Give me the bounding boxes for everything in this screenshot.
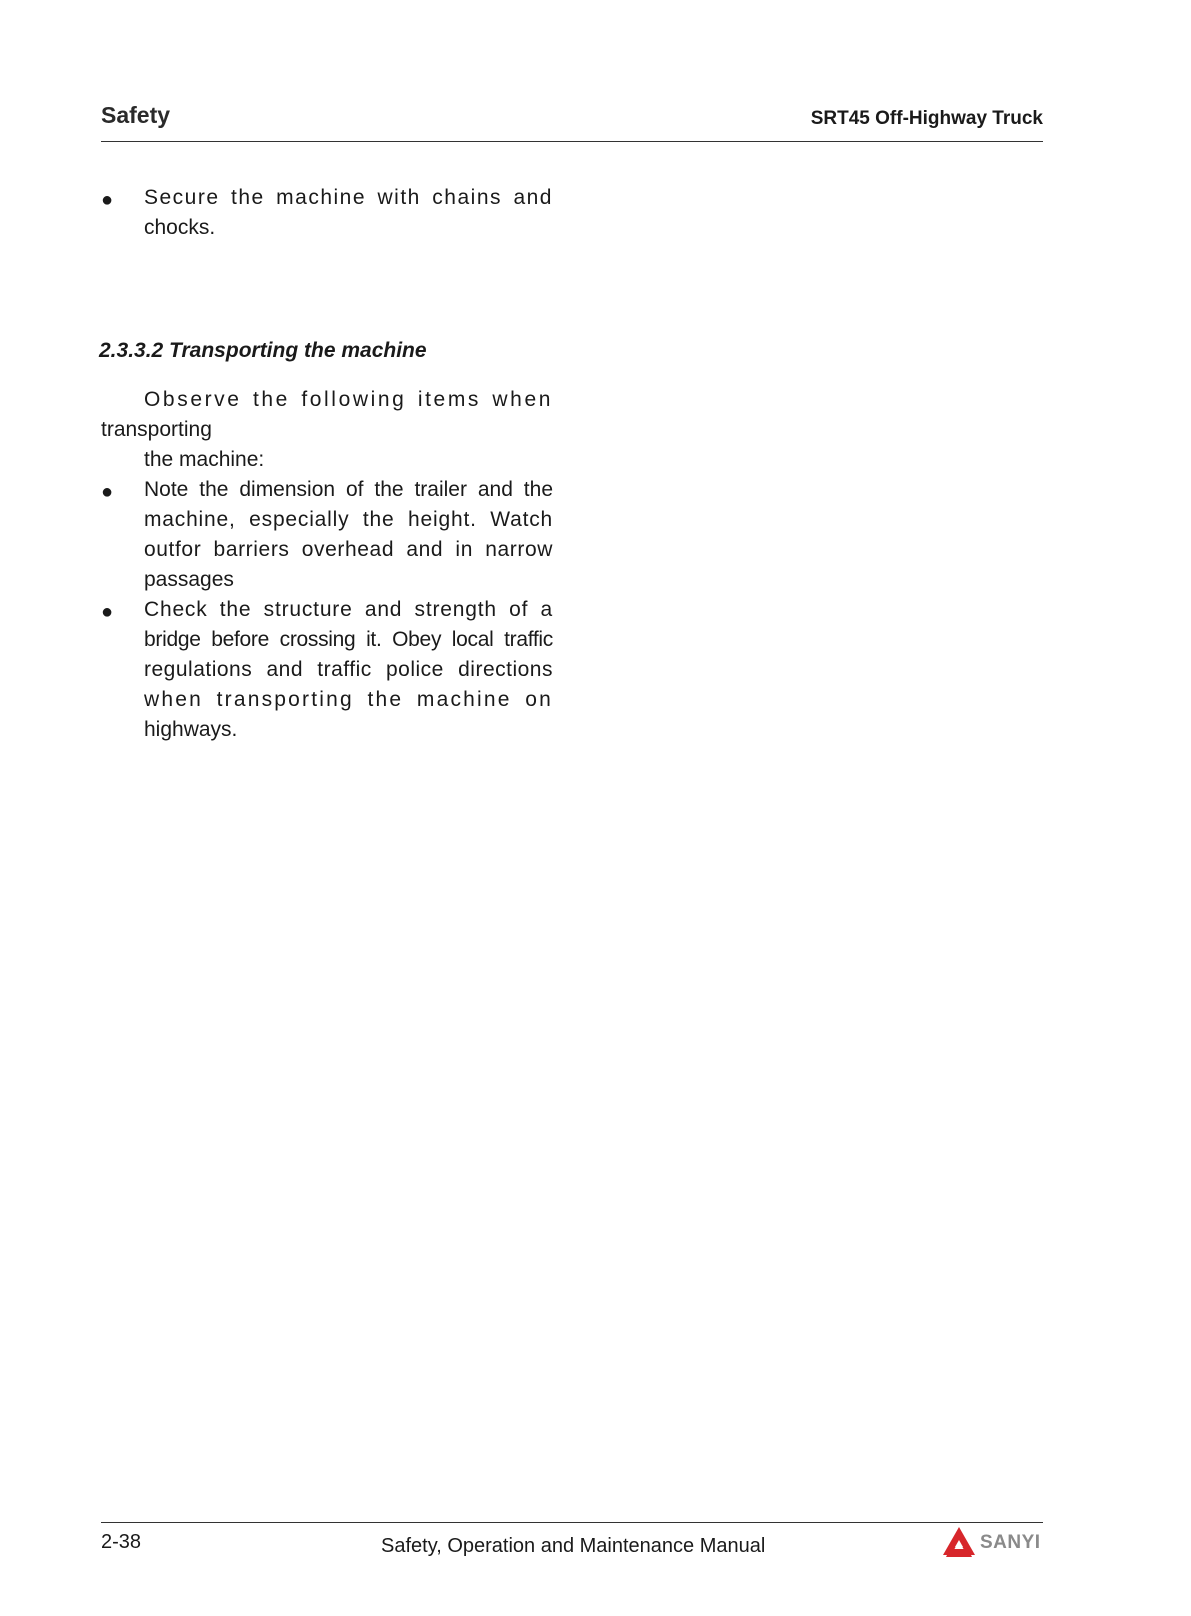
bullet-line: passages — [144, 568, 234, 591]
sanyi-logo-icon — [942, 1526, 976, 1560]
section-heading: 2.3.3.2 Transporting the machine — [99, 339, 427, 362]
header-section-title: Safety — [101, 102, 171, 128]
header-divider — [101, 141, 1043, 142]
bullet-line: highways. — [144, 718, 238, 741]
bullet-line: Secure the machine with chains and — [144, 186, 553, 209]
intro-line: transporting — [101, 418, 212, 441]
bullet-line: machine, especially the height. Watch — [144, 508, 553, 531]
bullet-icon: ● — [101, 189, 114, 211]
brand-name: SANYI — [980, 1532, 1041, 1553]
intro-line: Observe the following items when — [144, 388, 553, 411]
list-item — [101, 475, 553, 595]
top-bullet-list — [101, 183, 553, 243]
footer-manual-title: Safety, Operation and Maintenance Manual — [381, 1535, 766, 1557]
page-number: 2-38 — [101, 1531, 142, 1553]
bullet-line: chocks. — [144, 216, 216, 239]
header-product-name: SRT45 Off-Highway Truck — [810, 108, 1043, 129]
list-item — [101, 595, 553, 745]
bullet-line: when transporting the machine on — [144, 688, 553, 711]
bullet-icon: ● — [101, 601, 114, 623]
bullet-icon: ● — [101, 481, 114, 503]
footer-divider — [101, 1522, 1043, 1523]
bullet-line: Note the dimension of the trailer and the — [144, 478, 553, 501]
bullet-line: regulations and traffic police directions — [144, 658, 553, 681]
bullet-line: Check the structure and strength of a — [144, 598, 553, 621]
brand-logo — [942, 1526, 1041, 1560]
bullet-line: bridge before crossing it. Obey local traffic — [144, 628, 553, 651]
bullet-line: outfor barriers overhead and in narrow — [144, 538, 553, 561]
section-body — [101, 385, 553, 745]
intro-line: the machine: — [144, 448, 265, 471]
list-item — [101, 183, 553, 243]
